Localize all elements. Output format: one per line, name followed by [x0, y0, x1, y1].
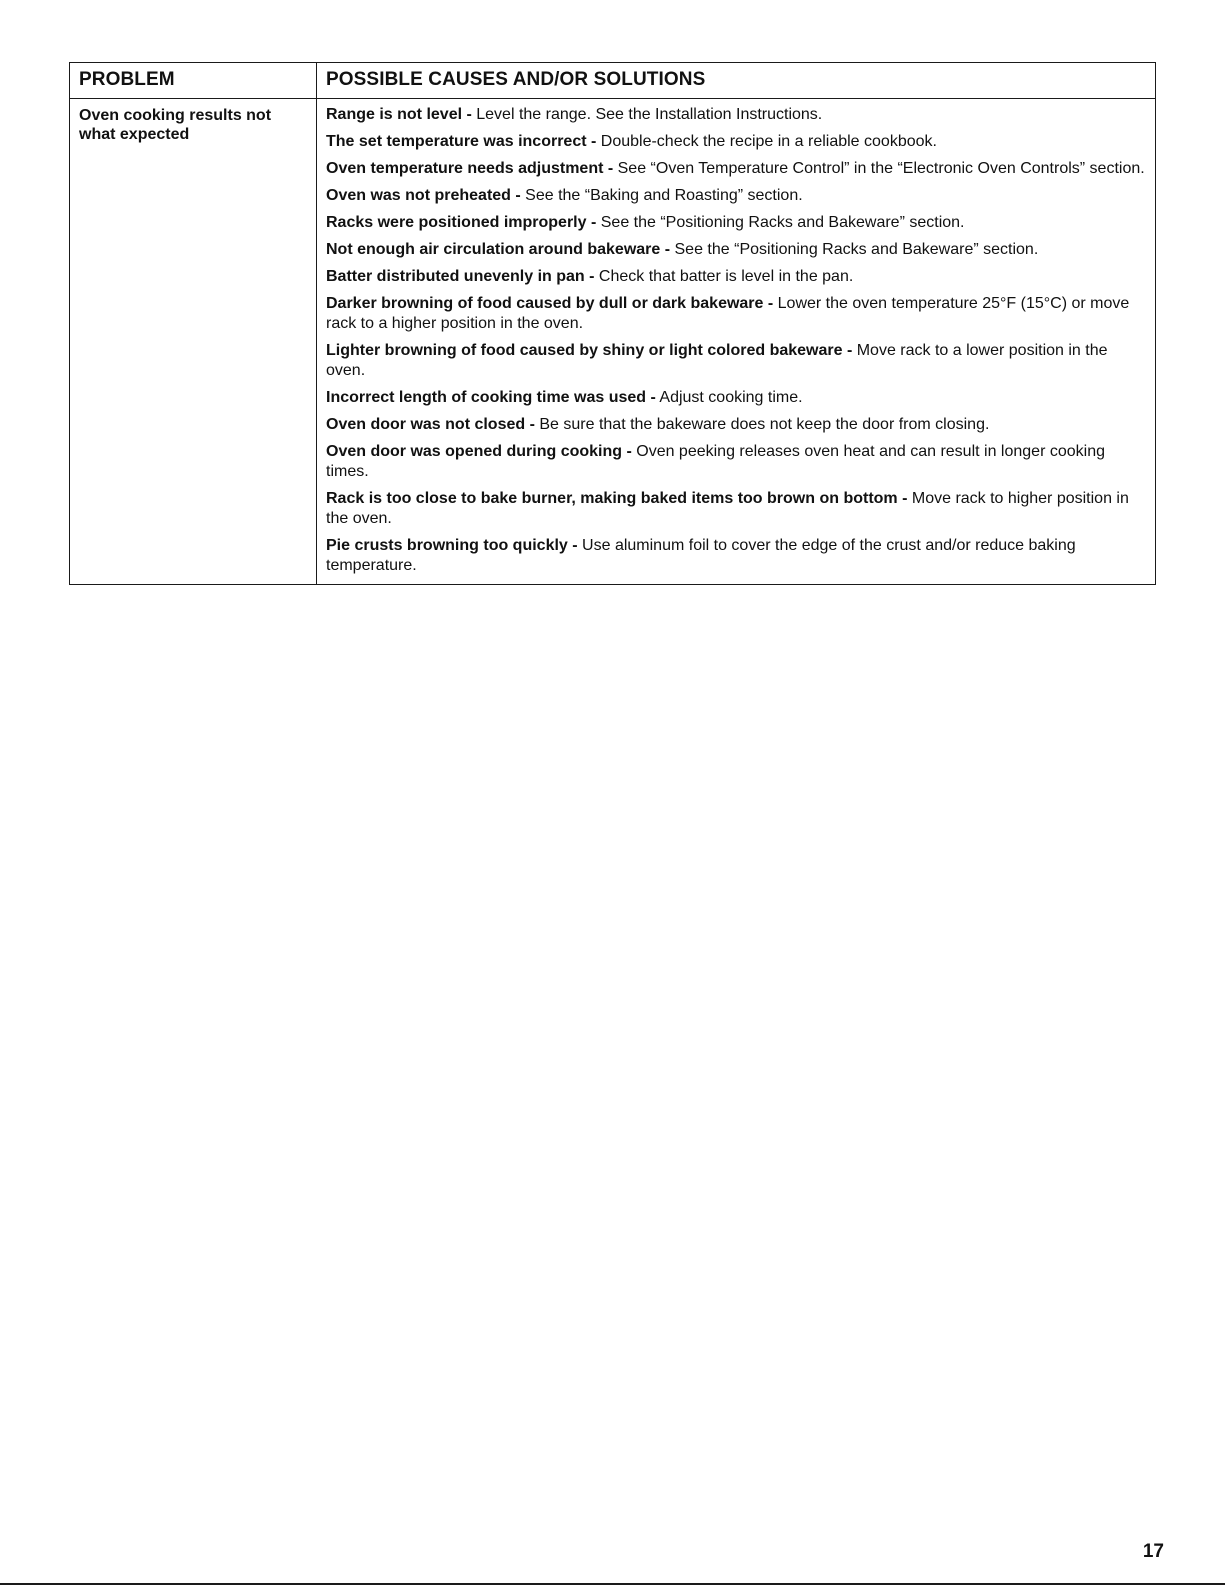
cause-title: Oven door was opened during cooking -: [326, 443, 632, 460]
page-number: 17: [1142, 1541, 1164, 1562]
cause-item: [326, 240, 1146, 260]
troubleshooting-table: [69, 62, 1156, 585]
cause-solution: See the “Positioning Racks and Bakeware” section.: [596, 214, 965, 231]
cause-title: Incorrect length of cooking time was used -: [326, 389, 656, 406]
cause-solution: See “Oven Temperature Control” in the “Electronic Oven Controls” section.: [613, 160, 1145, 177]
cause-title: Oven was not preheated -: [326, 187, 521, 204]
problem-cell: Oven cooking results not what expected: [70, 99, 317, 585]
cause-item: [326, 213, 1146, 233]
cause-item: [326, 536, 1146, 576]
cause-title: Oven door was not closed -: [326, 416, 535, 433]
cause-title: The set temperature was incorrect -: [326, 133, 597, 150]
cause-title: Darker browning of food caused by dull or dark bakeware -: [326, 295, 774, 312]
cause-solution: See the “Baking and Roasting” section.: [520, 187, 803, 204]
table-header-row: [70, 63, 1156, 99]
cause-item: [326, 442, 1146, 482]
cause-title: Range is not level -: [326, 106, 472, 123]
cause-item: [326, 415, 1146, 435]
cause-title: Oven temperature needs adjustment -: [326, 160, 614, 177]
cause-item: [326, 267, 1146, 287]
cause-solution: Oven peeking releases oven heat and can result in longer cooking times.: [326, 443, 1105, 480]
cause-solution: Level the range. See the Installation Instructions.: [471, 106, 823, 123]
cause-item: [326, 159, 1146, 179]
cause-solution: See the “Positioning Racks and Bakeware” section.: [670, 241, 1039, 258]
problem-column-header: PROBLEM: [70, 63, 317, 99]
cause-title: Lighter browning of food caused by shiny or light colored bakeware -: [326, 342, 853, 359]
table-row: [70, 99, 1156, 585]
cause-title: Racks were positioned improperly -: [326, 214, 597, 231]
cause-title: Rack is too close to bake burner, making baked items too brown on bottom -: [326, 490, 908, 507]
causes-column-header: POSSIBLE CAUSES AND/OR SOLUTIONS: [317, 63, 1156, 99]
cause-title: Not enough air circulation around bakeware -: [326, 241, 671, 258]
cause-item: [326, 294, 1146, 334]
cause-solution: Check that batter is level in the pan.: [594, 268, 854, 285]
cause-item: [326, 388, 1146, 408]
causes-cell: [317, 99, 1156, 585]
cause-item: [326, 105, 1146, 125]
cause-title: Batter distributed unevenly in pan -: [326, 268, 595, 285]
cause-solution: Move rack to higher position in the oven.: [326, 490, 1129, 527]
cause-title: Pie crusts browning too quickly -: [326, 537, 578, 554]
cause-solution: Be sure that the bakeware does not keep the door from closing.: [534, 416, 990, 433]
cause-item: [326, 341, 1146, 381]
cause-solution: Use aluminum foil to cover the edge of the crust and/or reduce baking temperature.: [326, 537, 1076, 574]
cause-solution: Move rack to a lower position in the oven.: [326, 342, 1108, 379]
cause-item: [326, 132, 1146, 152]
cause-item: [326, 489, 1146, 529]
cause-item: [326, 186, 1146, 206]
cause-solution: Double-check the recipe in a reliable cookbook.: [596, 133, 937, 150]
cause-solution: Adjust cooking time.: [655, 389, 803, 406]
cause-solution: Lower the oven temperature 25°F (15°C) or move rack to a higher position in the oven.: [326, 295, 1130, 332]
